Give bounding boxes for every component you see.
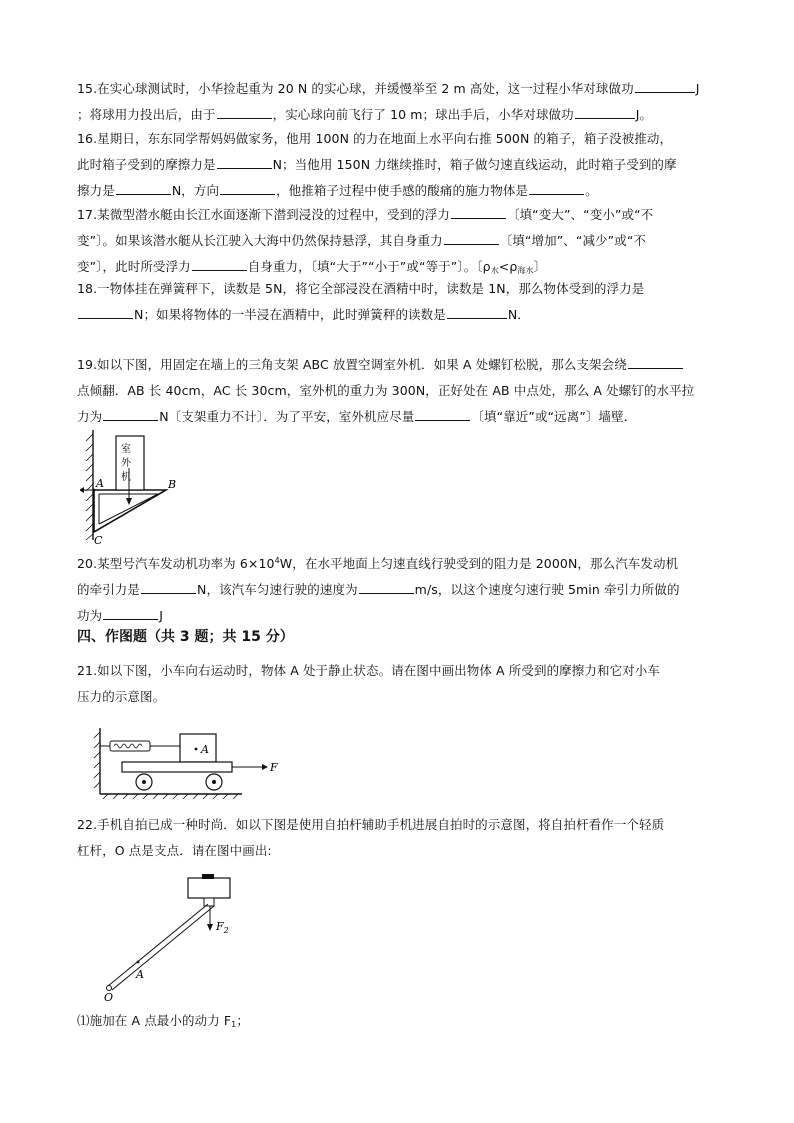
answer-blank[interactable] <box>415 406 470 421</box>
answer-blank[interactable] <box>444 230 499 245</box>
q19-text: 19.如以下图，用固定在墙上的三角支架 ABC 放置空调室外机．如果 A 处螺钉松脱，那么支架会绕 <box>77 357 627 372</box>
q19-text: 点倾翻．AB 长 40cm，AC 长 30cm，室外机的重力为 300N，正好处在 AB 中点处，那么 A 处螺钉的水平拉 <box>77 383 695 398</box>
answer-blank[interactable] <box>447 304 507 319</box>
question-15 <box>77 76 717 128</box>
label-A: A <box>136 968 144 981</box>
label-F2: $F_2$ <box>216 920 229 935</box>
q17-text: <ρ <box>498 259 518 274</box>
q20-text: J <box>159 608 163 623</box>
q20-text: m/s，以这个速度匀速行驶 5min 牵引力所做的 <box>414 582 680 597</box>
q20-text: 20.某型号汽车发动机功率为 6×10 <box>77 556 275 571</box>
bracket-diagram <box>80 428 190 548</box>
q17-text: 〔填“变大”、“变小”或“不 <box>506 207 654 222</box>
answer-blank[interactable] <box>78 304 133 319</box>
q21-text: 21.如以下图，小车向右运动时，物体 A 处于静止状态。请在图中画出物体 A 所受到的摩擦力和它对小车 <box>77 663 660 678</box>
q16-text: 此时箱子受到的摩擦力是 <box>77 157 216 172</box>
q20-text: N，该汽车匀速行驶的速度为 <box>197 582 358 597</box>
answer-blank[interactable] <box>141 579 196 594</box>
question-21 <box>77 658 717 710</box>
rho-subscript: 海水 <box>517 266 534 275</box>
label-F: F <box>270 761 278 774</box>
q18-text: N；如果将物体的一半浸在酒精中，此时弹簧秤的读数是 <box>134 307 446 322</box>
question-19 <box>77 352 717 430</box>
question-17 <box>77 202 717 284</box>
answer-blank[interactable] <box>635 78 695 93</box>
unit-label: J <box>695 81 700 96</box>
q15-text: ；将球用力投出后，由于 <box>77 107 216 122</box>
q20-text: W，在水平地面上匀速直线行驶受到的阻力是 2000N，那么汽车发动机 <box>279 556 679 571</box>
q19-text: 力为 <box>77 409 103 424</box>
q16-text: 16.星期日，东东同学帮妈妈做家务，他用 100N 的力在地面上水平向右推 500N 的箱子，箱子没被推动， <box>77 131 673 146</box>
question-18 <box>77 276 717 328</box>
answer-blank[interactable] <box>103 605 158 620</box>
q22-subtext: ⑴施加在 A 点最小的动力 F <box>77 1013 232 1028</box>
subscript: 1 <box>231 1020 237 1029</box>
q20-text: 功为 <box>77 608 103 623</box>
label-C: C <box>94 534 103 547</box>
q16-text: N，方向 <box>171 183 220 198</box>
answer-blank[interactable] <box>217 104 272 119</box>
q17-text: 自身重力，〔填“大于”“小于”或“等于”〕。〔ρ <box>247 259 491 274</box>
rho-subscript: 水 <box>490 266 499 275</box>
cart-diagram <box>92 724 292 800</box>
unit-label-1: 室 <box>121 444 131 455</box>
q16-text: N；当他用 150N 力继续推时，箱子做匀速直线运动，此时箱子受到的摩 <box>272 157 677 172</box>
answer-blank[interactable] <box>529 180 584 195</box>
unit-label-3: 机 <box>121 472 131 483</box>
selfie-stick-diagram <box>96 868 246 1004</box>
q16-text: 。 <box>585 183 598 198</box>
q16-text: 擦力是 <box>77 183 115 198</box>
q17-text: 变”〕。如果该潜水艇从长江驶入大海中仍然保持悬浮，其自身重力 <box>77 233 443 248</box>
section-title: 四、作图题（共 3 题；共 15 分） <box>77 629 294 645</box>
answer-blank[interactable] <box>103 406 158 421</box>
q17-text: 〕 <box>533 259 547 274</box>
q16-text: ，他推箱子过程中使手感的酸痛的施力物体是 <box>276 183 529 198</box>
q19-text: N〔支架重力不计〕．为了平安，室外机应尽量 <box>159 409 415 424</box>
label-A: A <box>96 477 104 490</box>
q19-text: 〔填“靠近”或“远离”〕墙壁． <box>471 409 637 424</box>
answer-blank[interactable] <box>217 154 272 169</box>
answer-blank[interactable] <box>359 579 414 594</box>
question-22-part-1 <box>77 1008 717 1038</box>
label-O: O <box>104 991 114 1004</box>
q15-text: ，实心球向前飞行了 10 m；球出手后，小华对球做功 <box>272 107 574 122</box>
q17-text: 变”〕，此时所受浮力 <box>77 259 191 274</box>
exponent: 4 <box>274 556 280 565</box>
answer-blank[interactable] <box>575 104 635 119</box>
q17-text: 〔填“增加”、“减少”或“不 <box>499 233 647 248</box>
unit-label: J。 <box>635 107 653 122</box>
answer-blank[interactable] <box>451 204 506 219</box>
q15-text: 15.在实心球测试时，小华捡起重为 20 N 的实心球，并缓慢举至 2 m 高处，这一过程小华对球做功 <box>77 81 634 96</box>
q22-text: 22.手机自拍已成一种时尚．如以下图是使用自拍杆辅助手机进展自拍时的示意图，将自拍杆看作一个轻质 <box>77 817 665 832</box>
q18-text: 18.一物体挂在弹簧秤下，读数是 5N，将它全部浸没在酒精中时，读数是 1N，那么物体受到的浮力是 <box>77 281 645 296</box>
q21-text: 压力的示意图。 <box>77 689 166 704</box>
answer-blank[interactable] <box>220 180 275 195</box>
label-B: B <box>168 478 177 491</box>
q18-text: N． <box>507 307 530 322</box>
question-22 <box>77 812 717 864</box>
question-16 <box>77 126 717 204</box>
unit-label-2: 外 <box>121 458 131 469</box>
q22-subtext: ； <box>236 1013 249 1028</box>
q17-text: 17.某微型潜水艇由长江水面逐渐下潜到浸没的过程中，受到的浮力 <box>77 207 450 222</box>
q20-text: 的牵引力是 <box>77 582 141 597</box>
answer-blank[interactable] <box>628 354 683 369</box>
answer-blank[interactable] <box>192 256 247 271</box>
question-20 <box>77 548 717 629</box>
label-A: A <box>201 743 209 756</box>
answer-blank[interactable] <box>116 180 171 195</box>
q22-text: 杠杆，O 点是支点．请在图中画出: <box>77 843 272 858</box>
